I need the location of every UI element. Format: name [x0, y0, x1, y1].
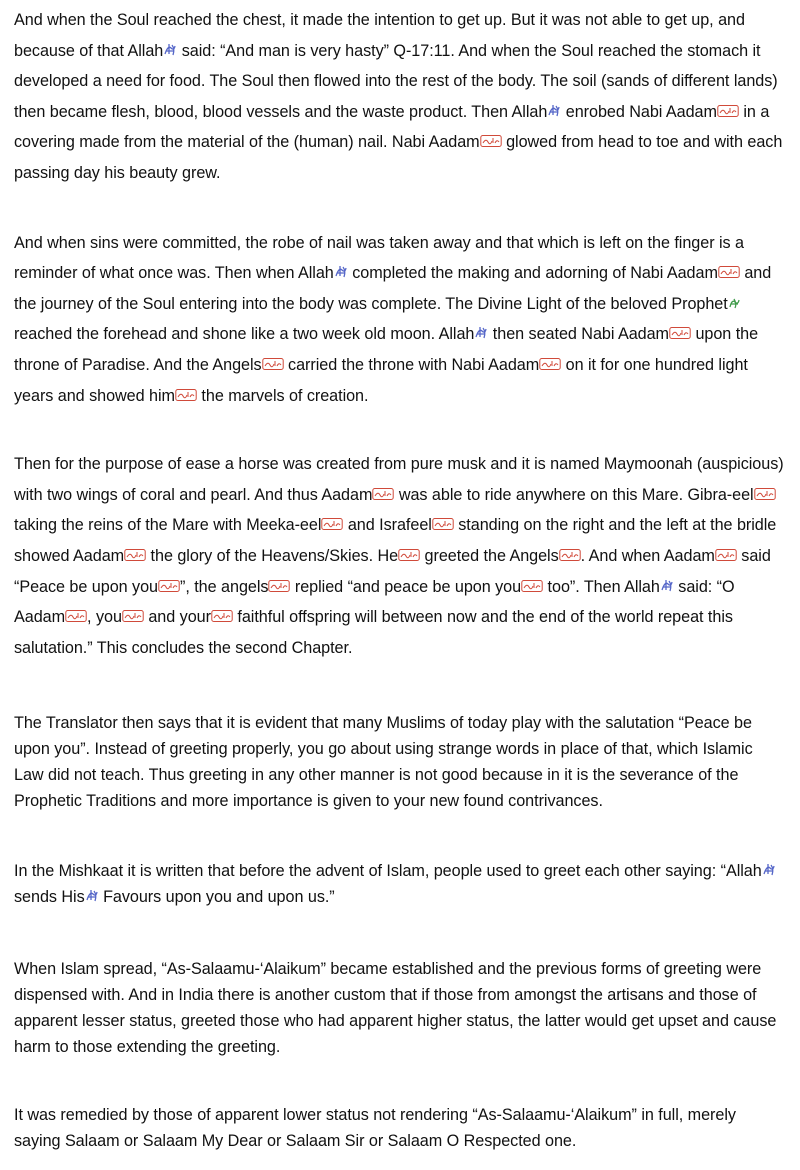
alaihis-salaam-calligraphy-icon — [754, 487, 776, 501]
alaihis-salaam-calligraphy-icon — [124, 548, 146, 562]
text-run: the marvels of creation. — [196, 386, 369, 405]
swt-calligraphy-icon — [334, 264, 348, 279]
paragraph-gap — [14, 1060, 786, 1102]
text-run: enrobed Nabi Aadam — [561, 102, 717, 121]
text-run: sends His — [14, 888, 85, 907]
text-run: replied “and peace be upon you — [290, 577, 522, 596]
paragraph-gap — [14, 910, 786, 956]
text-run: upon the throne of Paradise. And the Angels — [14, 325, 759, 374]
alaihis-salaam-calligraphy-icon — [432, 517, 454, 531]
text-run: . And when Aadam — [580, 546, 715, 565]
text-run: In the Mishkaat it is written that before the advent of Islam, people used to greet each other saying: “Allah — [14, 862, 762, 881]
text-run: taking the reins of the Mare with Meeka-eel — [14, 516, 322, 535]
text-run: in a covering made from the material of the (human) nail. Nabi Aadam — [14, 102, 770, 152]
paragraph-5 — [14, 858, 786, 910]
swt-calligraphy-icon — [163, 42, 177, 57]
alaihis-salaam-calligraphy-icon — [122, 609, 144, 623]
text-run: and Israfeel — [343, 516, 432, 535]
alaihis-salaam-calligraphy-icon — [715, 548, 737, 562]
text-run: on it for one hundred light years and showed him — [14, 355, 748, 405]
text-run: said: “And man is very hasty” Q-17:11. And when the Soul reached the stomach it developed a need for food. The Soul then flowed into the rest of the body. The soil (sands of different lands) then became flesh, blood, blood vessels and the waste product. Then Allah — [14, 41, 778, 121]
text-run: said “Peace be upon you — [14, 546, 771, 596]
text-run: greeted the Angels — [420, 546, 559, 565]
text-run: It was remedied by those of apparent lower status not rendering “As-Salaamu-‘Alaikum” in full, merely saying Salaam or Salaam My Dear or Salaam Sir or Salaam O Respected one. — [14, 1106, 736, 1151]
alaihis-salaam-calligraphy-icon — [559, 548, 581, 562]
swt-calligraphy-icon — [762, 862, 776, 877]
alaihis-salaam-calligraphy-icon — [372, 487, 394, 501]
text-run: Favours upon you and upon us.” — [98, 888, 335, 907]
swt-calligraphy-icon — [660, 578, 674, 593]
text-run: ”, the angels — [180, 577, 269, 596]
alaihis-salaam-calligraphy-icon — [262, 357, 284, 371]
text-run: said: “O Aadam — [14, 577, 735, 627]
text-run: And when the Soul reached the chest, it made the intention to get up. But it was not able to get up, and because of that Allah — [14, 11, 745, 60]
paragraph-3 — [14, 449, 786, 663]
paragraph-6 — [14, 956, 786, 1060]
paragraph-1 — [14, 5, 786, 189]
text-run: and the journey of the Soul entering into the body was complete. The Divine Light of the beloved Prophet — [14, 264, 772, 313]
paragraph-7 — [14, 1102, 786, 1154]
text-run: was able to ride anywhere on this Mare. Gibra-eel — [394, 485, 754, 504]
alaihis-salaam-calligraphy-icon — [211, 609, 233, 623]
text-run: carried the throne with Nabi Aadam — [283, 355, 540, 374]
text-run: then seated Nabi Aadam — [488, 325, 669, 344]
alaihis-salaam-calligraphy-icon — [321, 517, 343, 531]
salallahu-alaihi-wasallam-calligraphy-icon — [728, 297, 741, 310]
text-run: glowed from head to toe and with each passing day his beauty grew. — [14, 133, 783, 182]
text-run: And when sins were committed, the robe of nail was taken away and that which is left on the finger is a reminder of what once was. Then when Allah — [14, 233, 744, 283]
paragraph-gap — [14, 814, 786, 858]
text-run: Then for the purpose of ease a horse was created from pure musk and it is named Maymoonah (auspicious) with two wings of coral and pearl. And thus Aadam — [14, 455, 784, 504]
paragraph-gap — [14, 189, 786, 228]
alaihis-salaam-calligraphy-icon — [521, 579, 543, 593]
text-run: too”. Then Allah — [543, 577, 660, 596]
text-run: When Islam spread, “As-Salaamu-‘Alaikum” became established and the previous forms of greeting were dispensed with. And in India there is another custom that if those from amongst the artisans and those of apparent lesser status, greeted those who had apparent higher status, the latter would get upset and cause harm to those extending the greeting. — [14, 960, 777, 1057]
swt-calligraphy-icon — [85, 888, 99, 903]
text-run: , you — [87, 608, 122, 627]
swt-calligraphy-icon — [547, 103, 561, 118]
alaihis-salaam-calligraphy-icon — [669, 326, 691, 340]
text-run: completed the making and adorning of Nabi Aadam — [347, 264, 718, 283]
alaihis-salaam-calligraphy-icon — [480, 134, 502, 148]
swt-calligraphy-icon — [474, 325, 488, 340]
alaihis-salaam-calligraphy-icon — [717, 104, 739, 118]
text-run: faithful offspring will between now and the end of the world repeat this salutation.” This concludes the second Chapter. — [14, 608, 733, 657]
alaihis-salaam-calligraphy-icon — [65, 609, 87, 623]
alaihis-salaam-calligraphy-icon — [175, 388, 197, 402]
paragraph-2 — [14, 228, 786, 412]
alaihis-salaam-calligraphy-icon — [718, 265, 740, 279]
alaihis-salaam-calligraphy-icon — [398, 548, 420, 562]
alaihis-salaam-calligraphy-icon — [158, 579, 180, 593]
text-run: standing on the right and the left at the bridle showed Aadam — [14, 516, 777, 565]
paragraph-gap — [14, 411, 786, 449]
text-run: The Translator then says that it is evident that many Muslims of today play with the salutation “Peace be upon you”. Instead of greeting properly, you go about using strange words in place of that, which Islamic Law did not teach. Thus greeting in any other manner is not good because in it is the severance of the Prophetic Traditions and more importance is given to your new found contrivances. — [14, 714, 753, 811]
paragraph-gap — [14, 663, 786, 710]
text-run: reached the forehead and shone like a two week old moon. Allah — [14, 325, 475, 344]
alaihis-salaam-calligraphy-icon — [268, 579, 290, 593]
text-run: and your — [143, 608, 211, 627]
paragraph-4 — [14, 710, 786, 814]
text-run: the glory of the Heavens/Skies. He — [146, 546, 399, 565]
alaihis-salaam-calligraphy-icon — [539, 357, 561, 371]
